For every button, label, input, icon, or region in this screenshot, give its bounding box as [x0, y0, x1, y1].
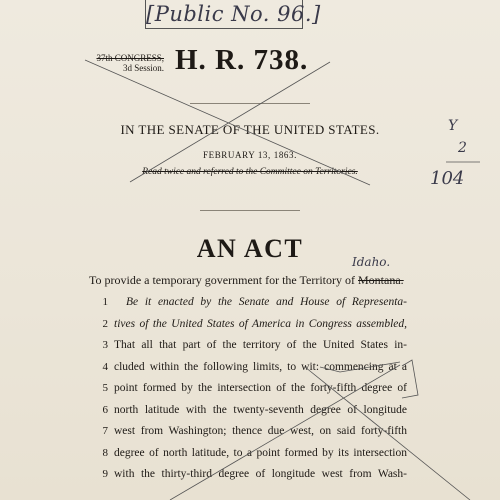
- act-heading: AN ACT: [196, 234, 304, 263]
- pencil-bracket: [402, 360, 418, 398]
- cross-out-stroke-3: [305, 367, 470, 500]
- referral-note: Read twice and referred to the Committee on Territories.: [142, 167, 358, 177]
- purpose-struck-name: Montana.: [358, 273, 404, 287]
- act-line-text: tives of the United States of America in Congress assembled,: [114, 318, 407, 330]
- line-number: 4: [102, 361, 108, 373]
- line-number: 2: [102, 318, 108, 330]
- margin-note-2: 2: [458, 140, 467, 156]
- act-line-text: west from Washington; thence due west, on said forty-fifth: [114, 425, 407, 437]
- cross-out-stroke-2: [130, 62, 330, 182]
- line-number: 8: [102, 447, 108, 459]
- public-law-note: [Public No. 96.]: [146, 2, 321, 26]
- act-line-text: degree of north latitude, to a point formed by its intersection: [114, 447, 407, 459]
- introduction-date: FEBRUARY 13, 1863.: [203, 150, 297, 160]
- act-line-text: That all that part of the territory of the United States in-: [114, 339, 407, 351]
- pencil-underline: [320, 362, 400, 372]
- act-line-text: north latitude with the twenty-seventh degree of longitude: [114, 404, 407, 416]
- line-number: 9: [102, 468, 108, 480]
- act-line-text: cluded within the following limits, to wit: commencing at a: [114, 361, 407, 373]
- line-number: 6: [102, 404, 108, 416]
- line-number: 1: [102, 296, 108, 308]
- bill-number: H. R. 738.: [175, 44, 309, 76]
- act-line-text: Be it enacted by the Senate and House of Representa-: [126, 296, 407, 308]
- cross-out-stroke-1: [85, 60, 370, 185]
- purpose-text: To provide a temporary government for the Territory of: [89, 273, 356, 287]
- line-number: 7: [102, 425, 108, 437]
- act-line-text: with the thirty-third degree of longitude west from Wash-: [114, 468, 407, 480]
- cross-out-stroke-4: [170, 365, 400, 500]
- line-number: 3: [102, 339, 108, 351]
- senate-title: IN THE SENATE OF THE UNITED STATES.: [120, 122, 380, 137]
- line-number: 5: [102, 382, 108, 394]
- margin-note-3: 104: [430, 168, 465, 189]
- session-line: 3d Session.: [122, 63, 164, 73]
- purpose-correction: Idaho.: [352, 255, 391, 269]
- margin-note-1: Y: [448, 118, 458, 134]
- act-line-text: point formed by the intersection of the forty-fifth degree of: [114, 382, 407, 394]
- congress-line: 37th CONGRESS,: [96, 53, 164, 63]
